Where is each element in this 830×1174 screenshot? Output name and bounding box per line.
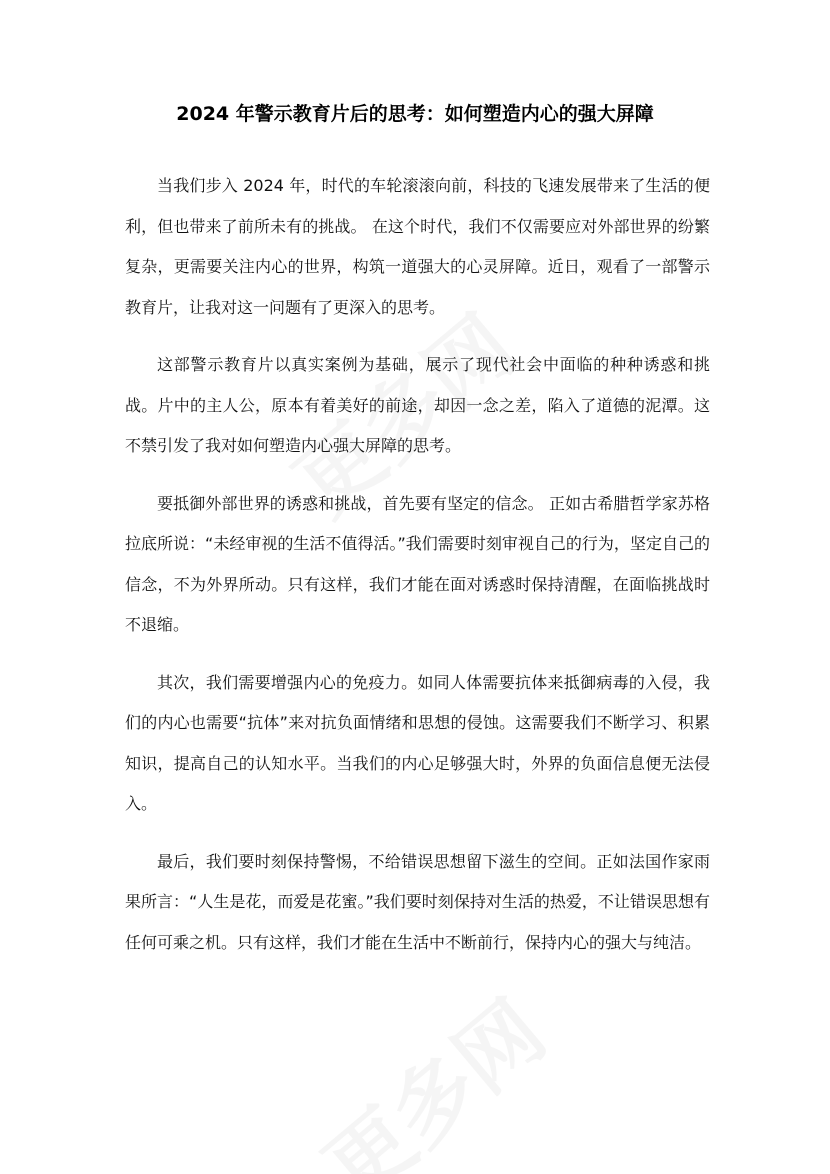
paragraph: 要抵御外部世界的诱惑和挑战，首先要有坚定的信念。 正如古希腊哲学家苏格拉底所说：“未经审视的生活不值得活。”我们需要时刻审视自己的行为，坚定自己的信念，不为外界所动。只有这样，我们才能在面对诱惑时保持清醒，在面临挑战时不退缩。 bbox=[125, 493, 710, 634]
document-body bbox=[125, 166, 710, 980]
paragraph: 其次，我们需要增强内心的免疫力。如同人体需要抗体来抵御病毒的入侵，我们的内心也需要“抗体”来对抗负面情绪和思想的侵蚀。这需要我们不断学习、积累知识，提高自己的认知水平。当我们的内心足够强大时，外界的负面信息便无法侵入。 bbox=[125, 672, 710, 813]
document-title: 2024 年警示教育片后的思考：如何塑造内心的强大屏障 bbox=[176, 103, 654, 125]
paragraph: 这部警示教育片以真实案例为基础，展示了现代社会中面临的种种诱惑和挑战。片中的主人公，原本有着美好的前途，却因一念之差，陷入了道德的泥潭。这不禁引发了我对如何塑造内心强大屏障的思考。 bbox=[125, 355, 710, 455]
watermark bbox=[296, 968, 567, 1174]
paragraph: 当我们步入 2024 年，时代的车轮滚滚向前，科技的飞速发展带来了生活的便利，但也带来了前所未有的挑战。 在这个时代，我们不仅需要应对外部世界的纷繁复杂，更需要关注内心的世界，构筑一道强大的心灵屏障。近日，观看了一部警示教育片，让我对这一问题有了更深入的思考。 bbox=[125, 176, 710, 317]
paragraph: 最后，我们要时刻保持警惕，不给错误思想留下滋生的空间。正如法国作家雨果所言：“人生是花，而爱是花蜜。”我们要时刻保持对生活的热爱，不让错误思想有任何可乘之机。只有这样，我们才能在生活中不断前行，保持内心的强大与纯洁。 bbox=[125, 851, 710, 952]
